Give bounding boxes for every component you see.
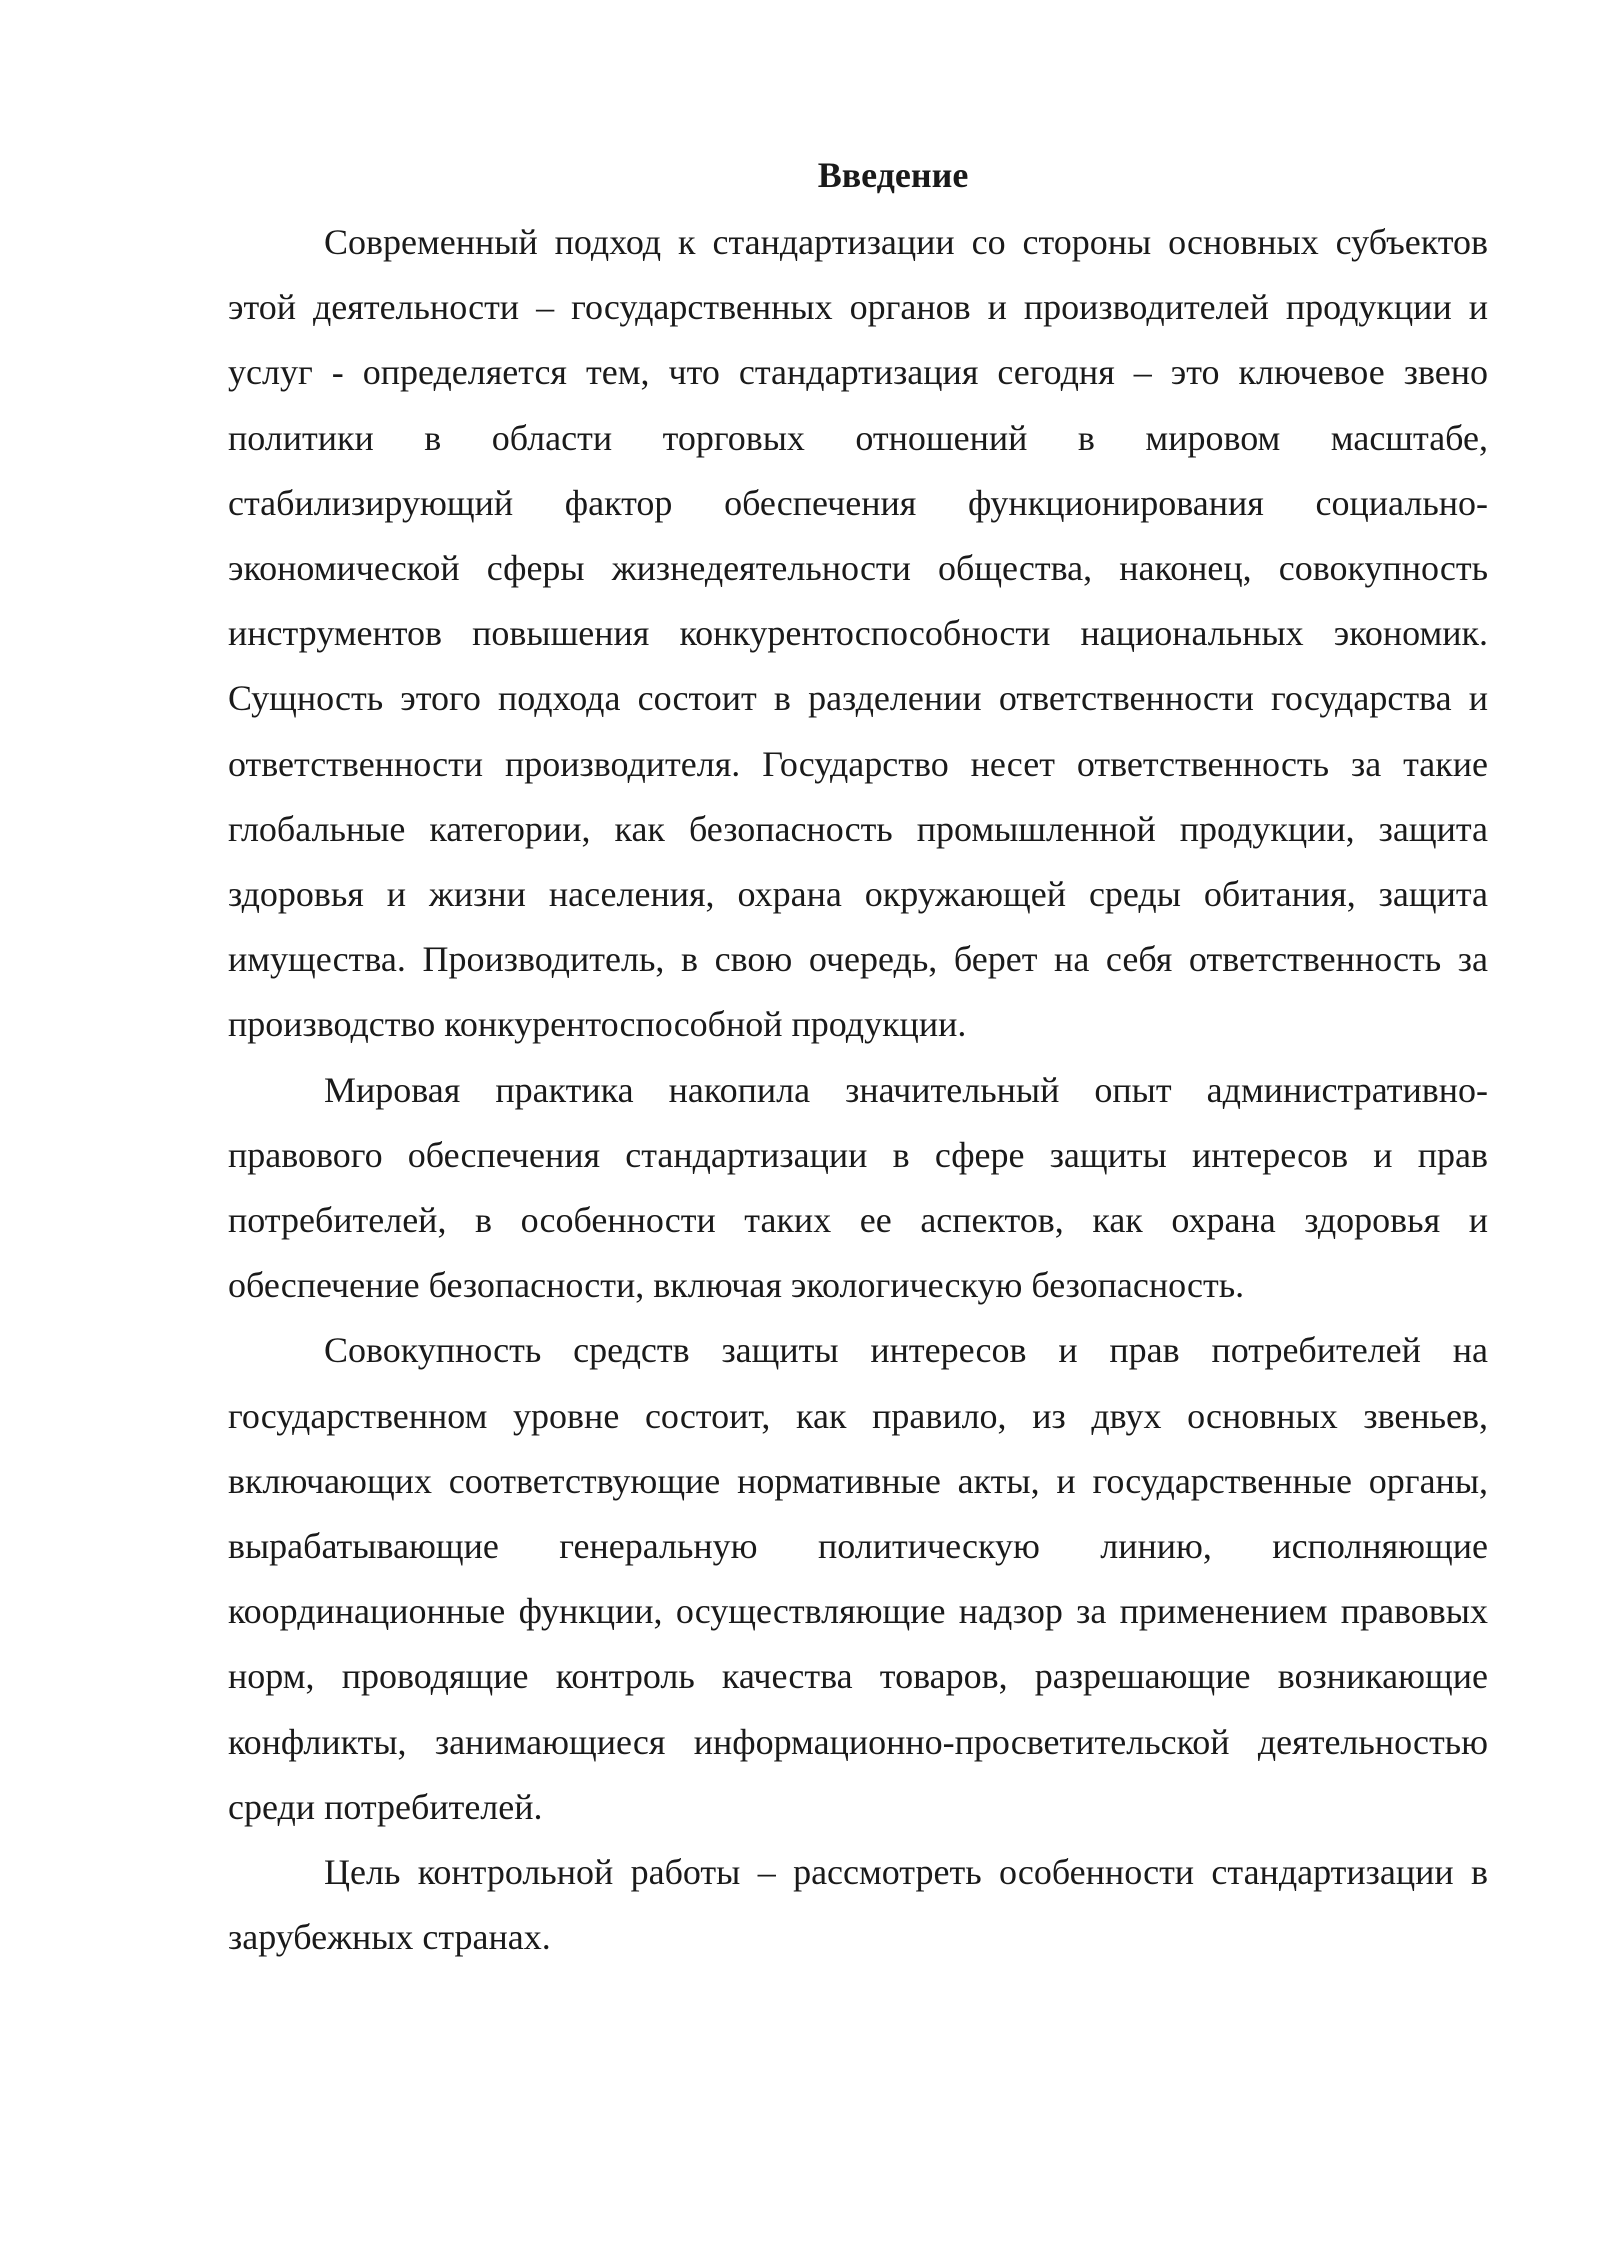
paragraph-2: Мировая практика накопила значительный опыт административно-правового обеспечения стандартизации в сфере защиты интересов и прав потребителей, в особенности таких ее аспектов, как охрана здоровья и обеспечение безопасности, включая экологическую безопасность.: [228, 1069, 1488, 1306]
section-title: Введение: [817, 155, 969, 195]
document-body: [228, 148, 1488, 1970]
paragraph-3: Совокупность средств защиты интересов и прав потребителей на государственном уровне состоит, как правило, из двух основных звеньев, включающих соответствующие нормативные акты, и государственные органы, вырабатывающие генеральную политическую линию, исполняющие координационные функции, осуществляющие надзор за применением правовых норм, проводящие контроль качества товаров, разрешающие возникающие конфликты, занимающиеся информационно-просветительской деятельностью среди потребителей.: [228, 1330, 1488, 1827]
paragraph-1: Современный подход к стандартизации со стороны основных субъектов этой деятельности – государственных органов и производителей продукции и услуг - определяется тем, что стандартизация сегодня – это ключевое звено политики в области торговых отношений в мировом масштабе, стабилизирующий фактор обеспечения функционирования социально-экономической сферы жизнедеятельности общества, наконец, совокупность инструментов повышения конкурентоспособности национальных экономик. Сущность этого подхода состоит в разделении ответственности государства и ответственности производителя. Государство несет ответственность за такие глобальные категории, как безопасность промышленной продукции, защита здоровья и жизни населения, охрана окружающей среды обитания, защита имущества. Производитель, в свою очередь, берет на себя ответственность за производство конкурентоспособной продукции.: [228, 222, 1488, 1045]
paragraph-4: Цель контрольной работы – рассмотреть особенности стандартизации в зарубежных странах.: [228, 1852, 1488, 1958]
